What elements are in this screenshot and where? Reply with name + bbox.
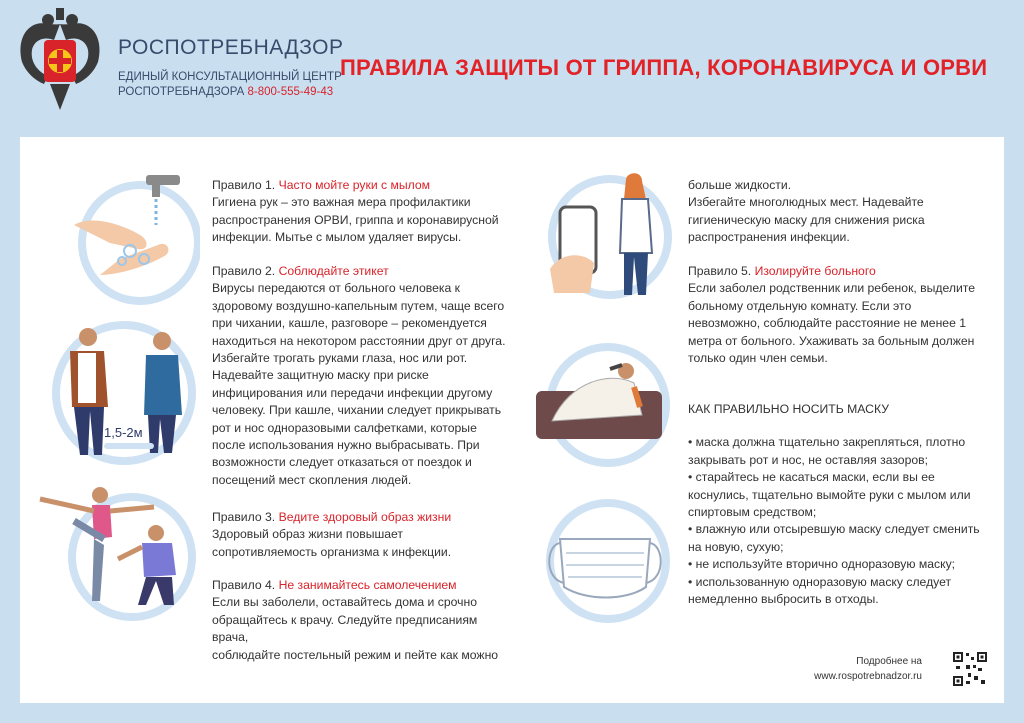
rule-5-line: только один член семьи. bbox=[688, 351, 828, 366]
double-eagle-emblem-icon bbox=[14, 6, 106, 114]
rule-1-prefix: Правило 1. bbox=[212, 178, 276, 192]
rule-2-line: посещений мест скопления людей. bbox=[212, 472, 412, 487]
rule-2-line: находиться на некотором расстоянии друг от друга. bbox=[212, 333, 506, 348]
mask-line: • старайтесь не касаться маски, если вы ее bbox=[688, 470, 935, 485]
rule-4-cont-line: распространения инфекции. bbox=[688, 230, 850, 245]
rule-3-prefix: Правило 3. bbox=[212, 510, 276, 524]
mask-line: немедленно выбросить в отходы. bbox=[688, 592, 879, 607]
mask-line: • маска должна тщательно закрепляться, плотно bbox=[688, 435, 966, 450]
distance-label: 1,5-2м bbox=[104, 425, 143, 440]
qr-code-icon[interactable] bbox=[952, 651, 988, 687]
rule-2-line: Вирусы передаются от больного человека к bbox=[212, 281, 460, 296]
rule-1-title: Часто мойте руки с мылом bbox=[278, 178, 431, 192]
rule-3-line: сопротивляемость организма к инфекции. bbox=[212, 544, 452, 559]
org-subtitle bbox=[118, 70, 342, 100]
rule-2-line: человеку. При кашле, чихании следует прикрывать bbox=[212, 403, 502, 418]
more-info-label: Подробнее на bbox=[856, 656, 922, 667]
rule-2 bbox=[212, 263, 512, 489]
rule-5 bbox=[688, 263, 988, 367]
rule-3-line: Здоровый образ жизни повышает bbox=[212, 527, 403, 542]
social-distance-illustration-icon bbox=[42, 315, 204, 465]
rule-2-prefix: Правило 2. bbox=[212, 264, 276, 278]
rule-5-title: Изолируйте больного bbox=[754, 264, 876, 278]
hand-washing-illustration-icon bbox=[60, 165, 200, 305]
rule-5-line: метра от больного. Ухаживать за больным должен bbox=[688, 333, 975, 348]
rule-4 bbox=[212, 577, 512, 664]
rule-4-continued bbox=[688, 177, 988, 247]
mask-line: на новую, сухую; bbox=[688, 539, 784, 554]
more-info bbox=[814, 654, 922, 684]
org-sub-line2: РОСПОТРЕБНАДЗОРА bbox=[118, 86, 245, 98]
rule-5-prefix: Правило 5. bbox=[688, 264, 752, 278]
rule-5-line: невозможно, соблюдайте расстояние не менее 1 bbox=[688, 316, 967, 331]
doctor-phone-illustration-icon bbox=[530, 173, 680, 303]
rule-4-line: Если вы заболели, оставайтесь дома и срочно bbox=[212, 595, 477, 610]
rule-1-line: распространения ОРВИ, гриппа и коронавирусной bbox=[212, 212, 499, 227]
page-title: ПРАВИЛА ЗАЩИТЫ ОТ ГРИППА, КОРОНАВИРУСА И ОРВИ bbox=[340, 55, 988, 80]
rule-3 bbox=[212, 509, 512, 561]
rule-3-title: Ведите здоровый образ жизни bbox=[278, 510, 452, 524]
mask-line: закрывать рот и нос, не оставляя зазоров; bbox=[688, 452, 928, 467]
rule-2-line: после использования нужно выбрасывать. При bbox=[212, 438, 480, 453]
rule-2-line: Надевайте защитную маску при риске bbox=[212, 368, 429, 383]
rule-4-cont-line: больше жидкости. bbox=[688, 178, 792, 192]
healthy-lifestyle-illustration-icon bbox=[34, 481, 204, 621]
mask-line: • не используйте вторично одноразовую маску; bbox=[688, 557, 956, 572]
rule-4-prefix: Правило 4. bbox=[212, 578, 276, 592]
header bbox=[0, 0, 1024, 125]
rule-5-line: больному отдельную комнату. Если это bbox=[688, 298, 912, 313]
rule-2-line: возможности следует отказаться от поездок и bbox=[212, 455, 472, 470]
mask-line: • влажную или отсыревшую маску следует сменить bbox=[688, 522, 980, 537]
mask-line: • использованную одноразовую маску следует bbox=[688, 574, 952, 589]
org-sub-line1: ЕДИНЫЙ КОНСУЛЬТАЦИОННЫЙ ЦЕНТР bbox=[118, 71, 342, 83]
site-link[interactable]: www.rospotrebnadzor.ru bbox=[814, 671, 922, 682]
rule-2-line: здоровому воздушно-капельным путем, чаще всего bbox=[212, 298, 505, 313]
rule-2-line: при чихании, кашле, разговоре – рекомендуется bbox=[212, 316, 487, 331]
rule-2-line: Избегайте трогать руками глаза, нос или рот. bbox=[212, 351, 468, 366]
rule-4-title: Не занимайтесь самолечением bbox=[278, 578, 457, 592]
rule-2-line: инфицирования или передачи инфекции другому bbox=[212, 385, 493, 400]
rule-2-title: Соблюдайте этикет bbox=[278, 264, 389, 278]
rule-4-cont-line: Избегайте многолюдных мест. Надевайте bbox=[688, 195, 924, 210]
content-card bbox=[20, 137, 1004, 703]
rule-2-line: рот и нос одноразовыми салфетками, которые bbox=[212, 420, 477, 435]
mask-rules bbox=[688, 401, 988, 608]
face-mask-illustration-icon bbox=[530, 497, 680, 627]
rule-1 bbox=[212, 177, 512, 247]
rule-4-line: соблюдайте постельный режим и пейте как можно bbox=[212, 647, 499, 662]
hotline-phone: 8-800-555-49-43 bbox=[247, 86, 334, 98]
rule-1-line: инфекции. Мытье с мылом удаляет вирусы. bbox=[212, 230, 462, 245]
rule-4-line: обращайтесь к врачу. Следуйте предписаниям врача, bbox=[212, 612, 478, 645]
mask-line: коснулись, тщательно вымойте руки с мылом или bbox=[688, 487, 971, 502]
mask-line: спиртовым средством; bbox=[688, 505, 817, 520]
rule-4-cont-line: гигиеническую маску для снижения риска bbox=[688, 212, 925, 227]
rule-1-line: Гигиена рук – это важная мера профилактики bbox=[212, 195, 471, 210]
mask-heading: КАК ПРАВИЛЬНО НОСИТЬ МАСКУ bbox=[688, 402, 889, 416]
rule-5-line: Если заболел родственник или ребенок, выделите bbox=[688, 281, 976, 296]
org-name: РОСПОТРЕБНАДЗОР bbox=[118, 36, 344, 59]
sick-person-bed-illustration-icon bbox=[530, 341, 680, 471]
